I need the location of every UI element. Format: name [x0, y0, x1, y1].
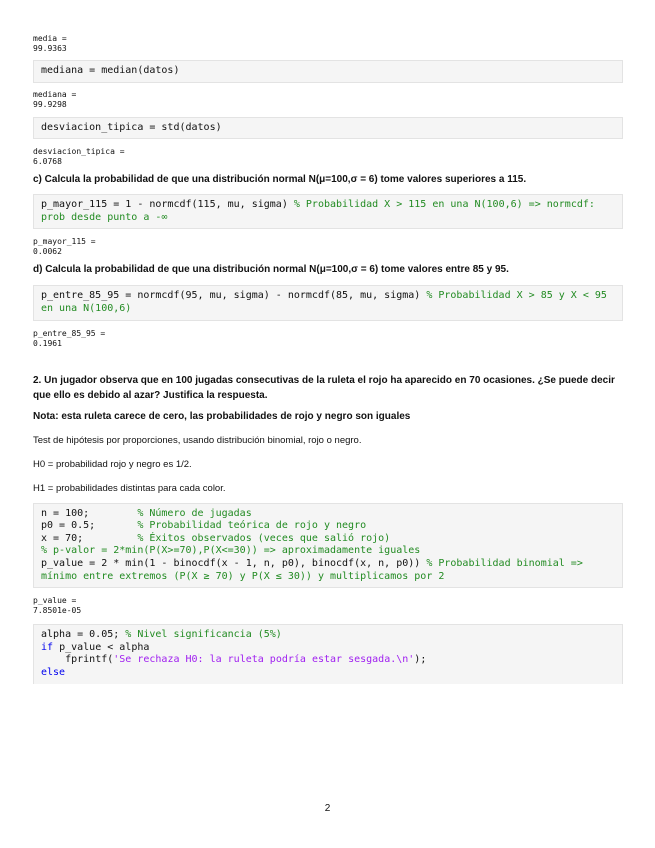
- code-line-2: p0 = 0.5; % Probabilidad teórica de rojo y negro: [41, 520, 367, 532]
- document-page: [33, 34, 623, 684]
- code-line-1: n = 100; % Número de jugadas: [41, 507, 252, 519]
- code-text: p_mayor_115 = 1 - normcdf(115, mu, sigma): [41, 199, 294, 211]
- code-line-4: else: [41, 666, 66, 678]
- output-p-entre: p_entre_85_95 = 0.1961: [33, 328, 106, 348]
- paragraph-h0: H0 = probabilidad rojo y negro es 1/2.: [33, 458, 192, 470]
- output-mediana: mediana = 99.9298: [33, 89, 77, 109]
- code-line: mediana = median(datos): [41, 65, 180, 76]
- code-line-3: x = 70; % Éxitos observados (veces que salió rojo): [41, 532, 391, 544]
- code-comment: % Probabilidad X > 115 en una N(100,6) => normcdf: prob desde punto a -∞: [41, 199, 601, 223]
- output-p-mayor: p_mayor_115 = 0.0062: [33, 237, 96, 257]
- code-cell-p-entre[interactable]: [33, 285, 623, 320]
- code-line-5: p_value = 2 * min(1 - binocdf(x - 1, n, p0), binocdf(x, n, p0)) % Probabilidad binomial => mínimo entre extremos (P(X ≥ 70) y P(X ≤ 30)) y multiplicamos por 2: [41, 557, 589, 582]
- code-line: desviacion_tipica = std(datos): [41, 121, 222, 133]
- code-line-4: % p-valor = 2*min(P(X>=70),P(X<=30)) => aproximadamente iguales: [41, 545, 421, 557]
- question-2: 2. Un jugador observa que en 100 jugadas consecutivas de la ruleta el rojo ha aparecido en 70 ocasiones. ¿Se puede decir que ello es debido al azar? Justifica la respuesta.: [33, 374, 615, 401]
- output-desviacion: desviacion_tipica = 6.0768: [33, 147, 125, 167]
- paragraph-h1: H1 = probabilidades distintas para cada color.: [33, 482, 226, 494]
- code-cell-p-mayor[interactable]: [33, 194, 623, 229]
- output-media: media = 99.9363: [33, 34, 67, 53]
- output-p-value: p_value = 7.8501e-05: [33, 596, 82, 616]
- heading-part-c: c) Calcula la probabilidad de que una distribución normal N(μ=100,σ = 6) tome valores superiores a 115.: [33, 174, 527, 186]
- code-cell-mediana[interactable]: [33, 60, 623, 83]
- nota: Nota: esta ruleta carece de cero, las probabilidades de rojo y negro son iguales: [33, 410, 411, 422]
- code-line-2: if p_value < alpha: [41, 641, 150, 653]
- page-number: 2: [324, 803, 331, 814]
- code-cell-binomial[interactable]: [33, 503, 623, 589]
- code-cell-decision[interactable]: [33, 624, 623, 683]
- code-text: p_entre_85_95 = normcdf(95, mu, sigma) - normcdf(85, mu, sigma): [41, 290, 427, 302]
- code-line-3: fprintf('Se rechaza H0: la ruleta podría estar sesgada.\n');: [41, 654, 427, 666]
- heading-part-d: d) Calcula la probabilidad de que una distribución normal N(μ=100,σ = 6) tome valores entre 85 y 95.: [33, 264, 509, 276]
- paragraph-test: Test de hipótesis por proporciones, usando distribución binomial, rojo o negro.: [33, 434, 362, 446]
- code-line-1: alpha = 0.05; % Nivel significancia (5%): [41, 629, 282, 641]
- code-comment: % Probabilidad X > 85 y X < 95 en una N(100,6): [41, 290, 613, 314]
- code-cell-desviacion[interactable]: [33, 117, 623, 140]
